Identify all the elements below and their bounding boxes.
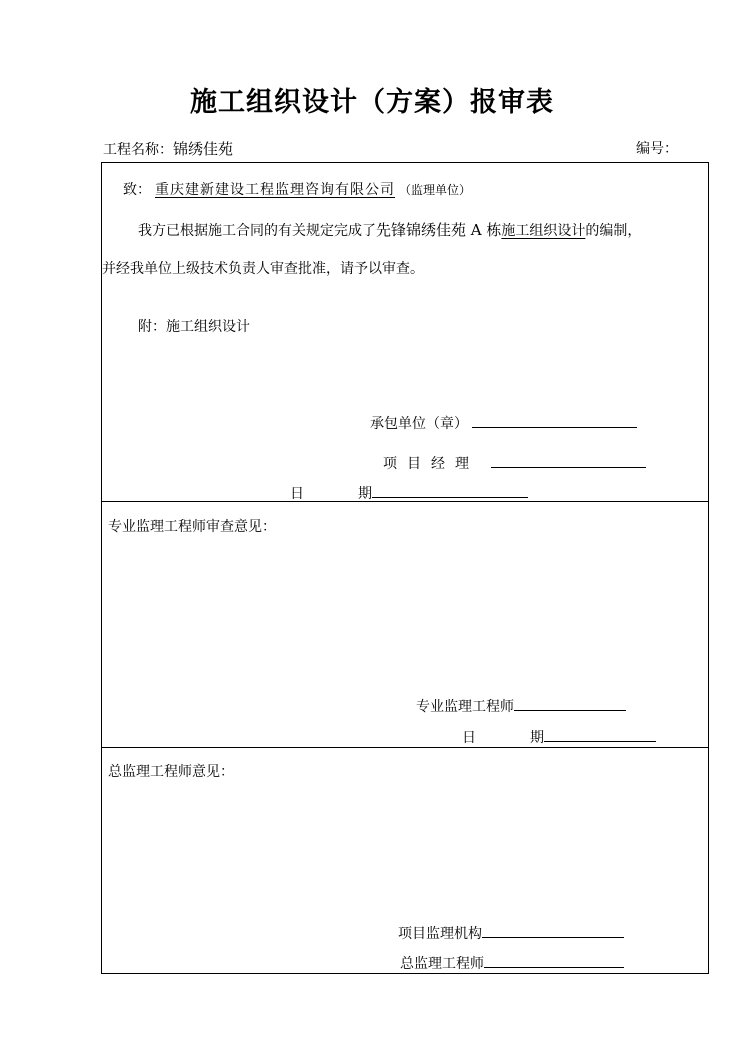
supervision-unit-suffix: （监理单位）: [399, 183, 472, 197]
supervision-unit-name: 重庆建新建设工程监理咨询有限公司: [155, 182, 395, 198]
engineer-date-day: 日: [462, 730, 476, 746]
chief-signature-line: [400, 953, 624, 973]
engineer-review-section: [102, 502, 708, 748]
engineer-date-period: 期: [530, 730, 544, 746]
engineer-date-line: [462, 727, 656, 747]
engineer-date-blank[interactable]: [544, 727, 656, 742]
supervision-org-line: [398, 923, 624, 943]
manager-blank[interactable]: [491, 453, 646, 468]
form-table: [101, 162, 709, 974]
body-project: 先锋锦绣佳苑 A 栋: [376, 221, 502, 239]
manager-label: 项目经理: [383, 456, 479, 472]
project-name-field: [103, 138, 233, 159]
manager-signature-line: [383, 453, 646, 473]
date-day-label: 日: [290, 486, 304, 502]
date-period-label: 期: [358, 486, 372, 502]
chief-review-section: [102, 748, 708, 974]
project-name-label: 工程名称：: [103, 142, 173, 158]
body-item: 施工组织设计: [501, 223, 586, 239]
engineer-signature-line: [416, 696, 626, 716]
engineer-review-title: 专业监理工程师审查意见：: [108, 519, 276, 535]
body-line-2: 并经我单位上级技术负责人审查批准，请予以审查。: [102, 261, 424, 277]
project-name-value: 锦绣佳苑: [173, 140, 234, 158]
to-label: 致：: [123, 182, 151, 198]
application-section: [102, 163, 708, 502]
supervision-org-blank[interactable]: [482, 923, 624, 938]
attachment-line: 附：施工组织设计: [138, 319, 250, 335]
contractor-blank[interactable]: [472, 413, 637, 428]
body-part1: 我方已根据施工合同的有关规定完成了: [138, 223, 376, 239]
chief-blank[interactable]: [484, 953, 624, 968]
addressee-line: [123, 179, 471, 199]
chief-review-title: 总监理工程师意见：: [108, 764, 234, 780]
supervision-org-label: 项目监理机构: [398, 926, 482, 942]
contractor-label: 承包单位（章）: [370, 416, 468, 432]
application-date-blank[interactable]: [372, 483, 528, 498]
engineer-blank[interactable]: [514, 696, 626, 711]
application-date-line: [290, 483, 528, 503]
contractor-signature-line: [370, 413, 637, 433]
number-label: 编号：: [636, 141, 678, 157]
engineer-label: 专业监理工程师: [416, 699, 514, 715]
form-title: 施工组织设计（方案）报审表: [190, 87, 554, 118]
body-part2: 的编制，: [585, 223, 642, 239]
body-line-1: [138, 219, 641, 240]
chief-label: 总监理工程师: [400, 956, 484, 972]
